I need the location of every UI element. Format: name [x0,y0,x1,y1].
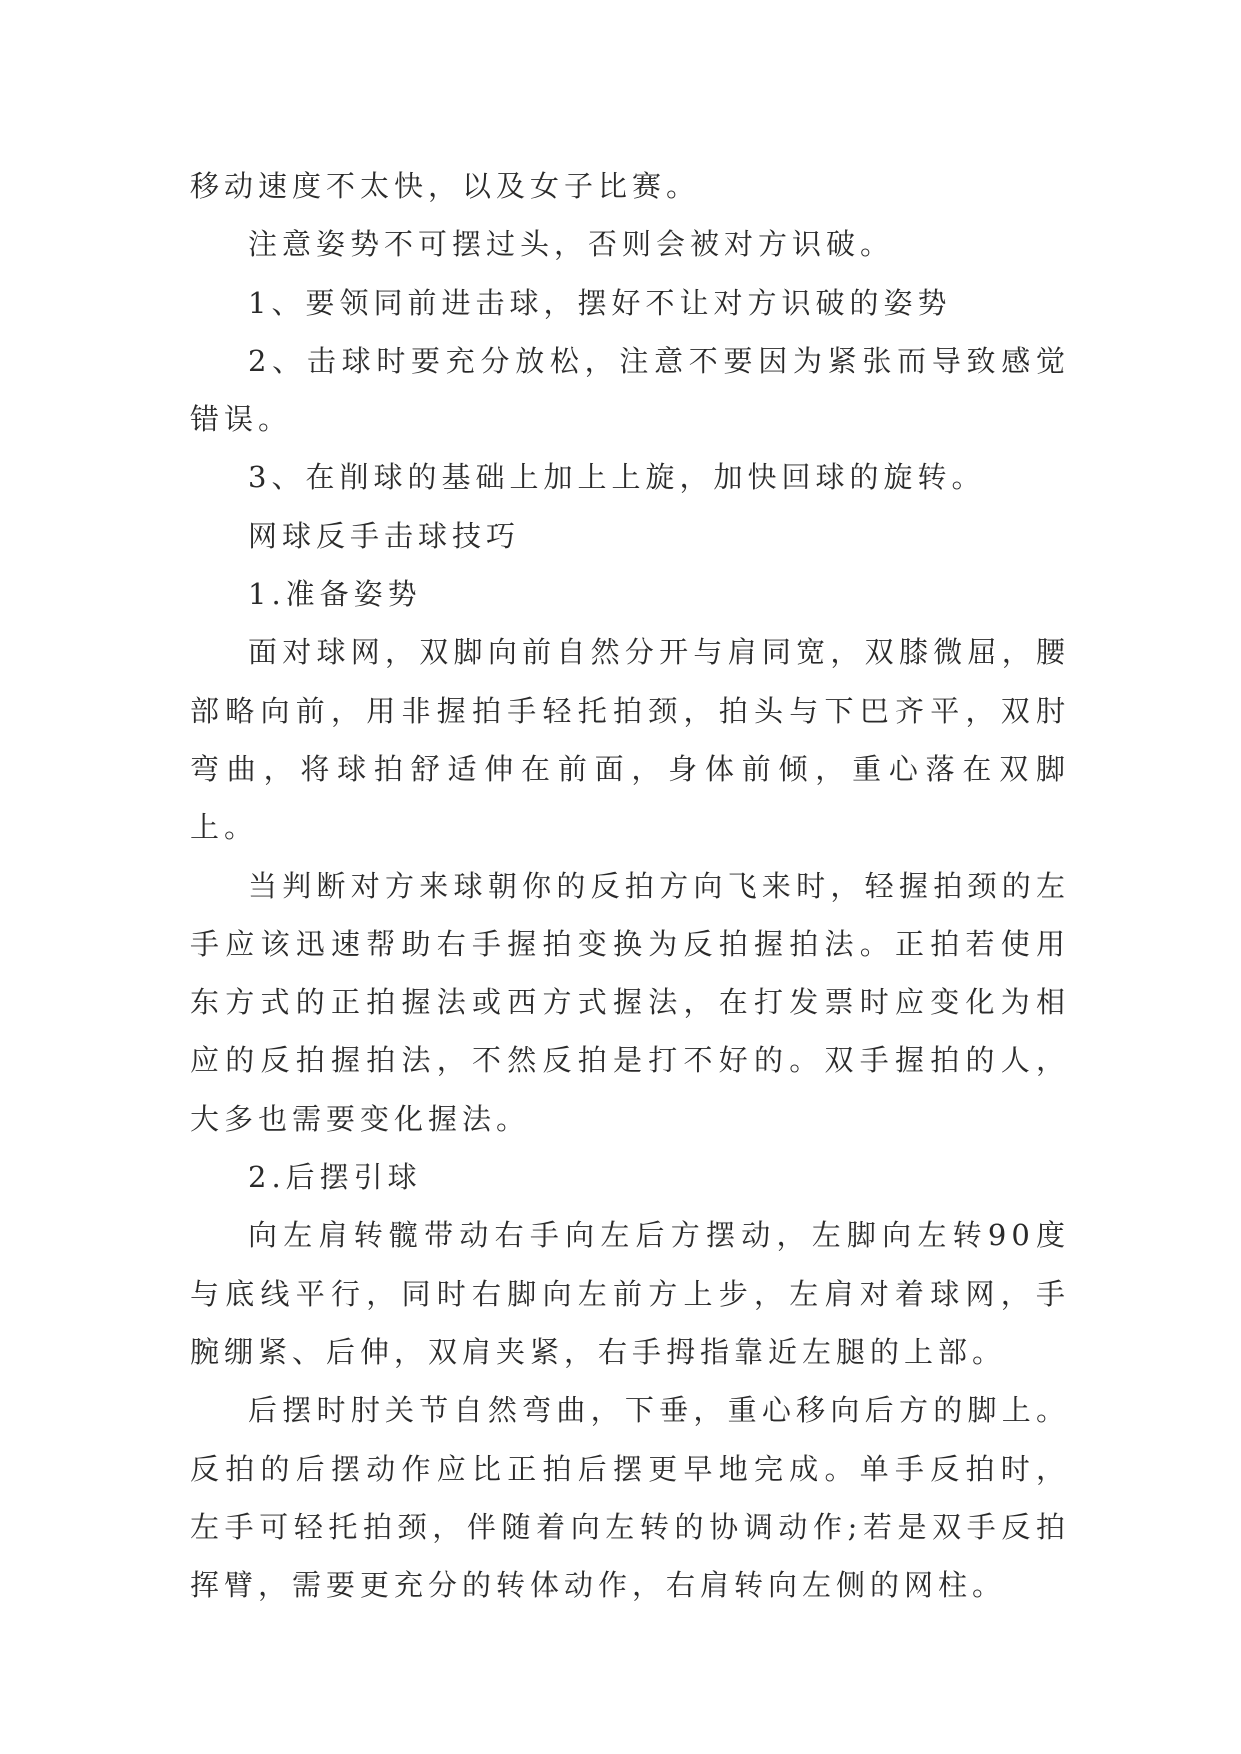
paragraph-point-3: 3、在削球的基础上加上上旋，加快回球的旋转。 [248,460,986,495]
document-body [190,157,1070,1614]
paragraph-posture-note: 注意姿势不可摆过头，否则会被对方识破。 [248,227,895,262]
paragraph-continuation: 移动速度不太快，以及女子比赛。 [190,169,701,203]
paragraph-ready-position: 面对球网，双脚向前自然分开与肩同宽，双膝微屈，腰部略向前，用非握拍手轻托拍颈，拍头与下巴齐平，双肘弯曲，将球拍舒适伸在前面，身体前倾，重心落在双脚上。 [190,635,1070,845]
paragraph-backswing-elbow: 后摆时肘关节自然弯曲，下垂，重心移向后方的脚上。反拍的后摆动作应比正拍后摆更早地完成。单手反拍时，左手可轻托拍颈，伴随着向左转的协调动作;若是双手反拍挥臂，需要更充分的转体动作，右肩转向左侧的网柱。 [190,1393,1070,1603]
paragraph-point-2: 2、击球时要充分放松，注意不要因为紧张而导致感觉错误。 [190,343,1070,437]
paragraph-point-1: 1、要领同前进击球，摆好不让对方识破的姿势 [248,285,952,320]
paragraph-backswing: 向左肩转髋带动右手向左后方摆动，左脚向左转90度与底线平行，同时右脚向左前方上步，左肩对着球网，手腕绷紧、后伸，双肩夹紧，右手拇指靠近左腿的上部。 [190,1218,1070,1369]
subheading-backswing: 2.后摆引球 [248,1160,422,1195]
paragraph-grip-change: 当判断对方来球朝你的反拍方向飞来时，轻握拍颈的左手应该迅速帮助右手握拍变换为反拍握拍法。正拍若使用东方式的正拍握法或西方式握法，在打发票时应变化为相应的反拍握拍法，不然反拍是打不好的。双手握拍的人，大多也需要变化握法。 [190,868,1070,1136]
subheading-ready-position: 1.准备姿势 [248,577,422,612]
section-heading-backhand: 网球反手击球技巧 [248,518,521,553]
